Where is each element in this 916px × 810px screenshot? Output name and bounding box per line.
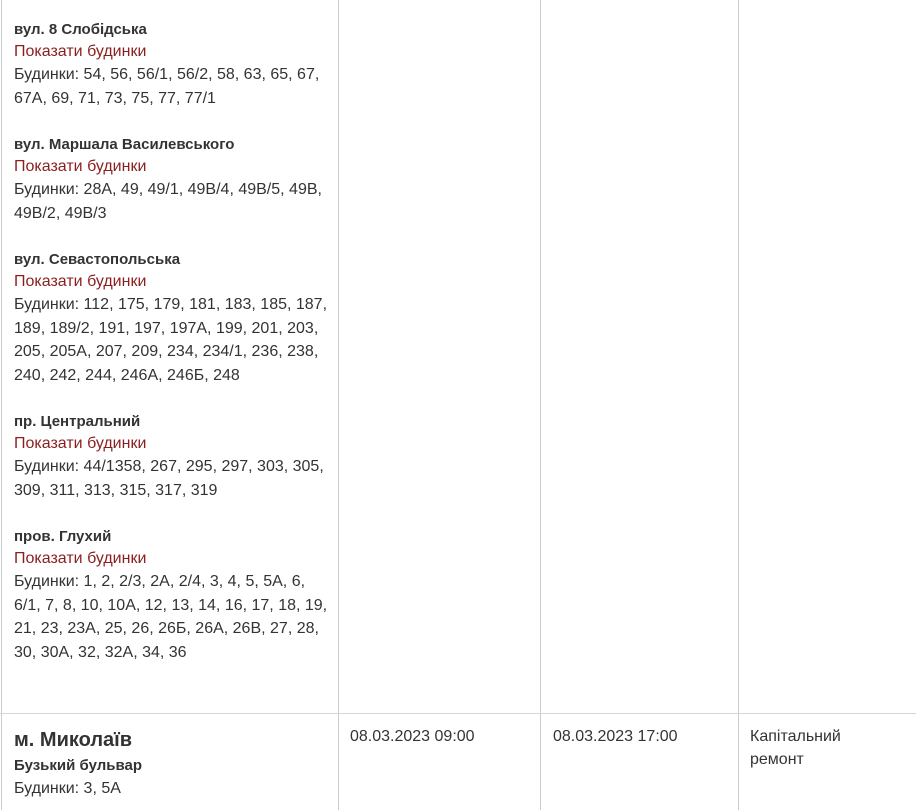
- house-list: Будинки: 3, 5А: [14, 780, 121, 797]
- street-name: Бузький бульвар: [14, 757, 143, 774]
- street-entry: [14, 412, 334, 502]
- street-entry: [14, 135, 334, 225]
- house-list: Будинки: 28А, 49, 49/1, 49В/4, 49В/5, 49В, 49В/2, 49В/3: [14, 181, 322, 222]
- house-list: Будинки: 112, 175, 179, 181, 183, 185, 187, 189, 189/2, 191, 197, 197А, 199, 201, 203, 205, 205А, 207, 209, 234, 234/1, 236, 238, 240, 242, 244, 246А, 246Б, 248: [14, 296, 328, 384]
- street-entry: [14, 250, 334, 387]
- street-name: вул. 8 Слобідська: [14, 21, 147, 38]
- street-name: вул. Севастопольська: [14, 251, 181, 268]
- house-list: Будинки: 54, 56, 56/1, 56/2, 58, 63, 65, 67, 67А, 69, 71, 73, 75, 77, 77/1: [14, 66, 320, 107]
- start-time-cell: 08.03.2023 09:00: [350, 728, 475, 745]
- house-list: Будинки: 44/1358, 267, 295, 297, 303, 305, 309, 311, 313, 315, 317, 319: [14, 458, 324, 499]
- row-divider: [0, 713, 916, 714]
- street-entry: [14, 527, 334, 664]
- street-entry: [14, 20, 334, 110]
- show-houses-link[interactable]: Показати будинки: [14, 435, 147, 452]
- location-cell: [14, 727, 334, 801]
- street-name: вул. Маршала Василевського: [14, 136, 235, 153]
- street-list: [14, 20, 334, 689]
- column-divider-1: [338, 0, 339, 810]
- reason-cell: Капітальний ремонт: [750, 728, 841, 768]
- city-name: м. Миколаїв: [14, 729, 133, 751]
- show-houses-link[interactable]: Показати будинки: [14, 550, 147, 567]
- column-divider-2: [540, 0, 541, 810]
- street-name: пров. Глухий: [14, 528, 112, 545]
- house-list: Будинки: 1, 2, 2/3, 2А, 2/4, 3, 4, 5, 5А, 6, 6/1, 7, 8, 10, 10А, 12, 13, 14, 16, 17, 18, 19, 21, 23, 23А, 25, 26, 26Б, 26А, 26В, 27, 28, 30, 30А, 32, 32А, 34, 36: [14, 573, 328, 661]
- show-houses-link[interactable]: Показати будинки: [14, 158, 147, 175]
- end-time-cell: 08.03.2023 17:00: [553, 728, 678, 745]
- column-divider-left: [1, 0, 2, 810]
- show-houses-link[interactable]: Показати будинки: [14, 273, 147, 290]
- show-houses-link[interactable]: Показати будинки: [14, 43, 147, 60]
- column-divider-3: [738, 0, 739, 810]
- street-name: пр. Центральний: [14, 413, 141, 430]
